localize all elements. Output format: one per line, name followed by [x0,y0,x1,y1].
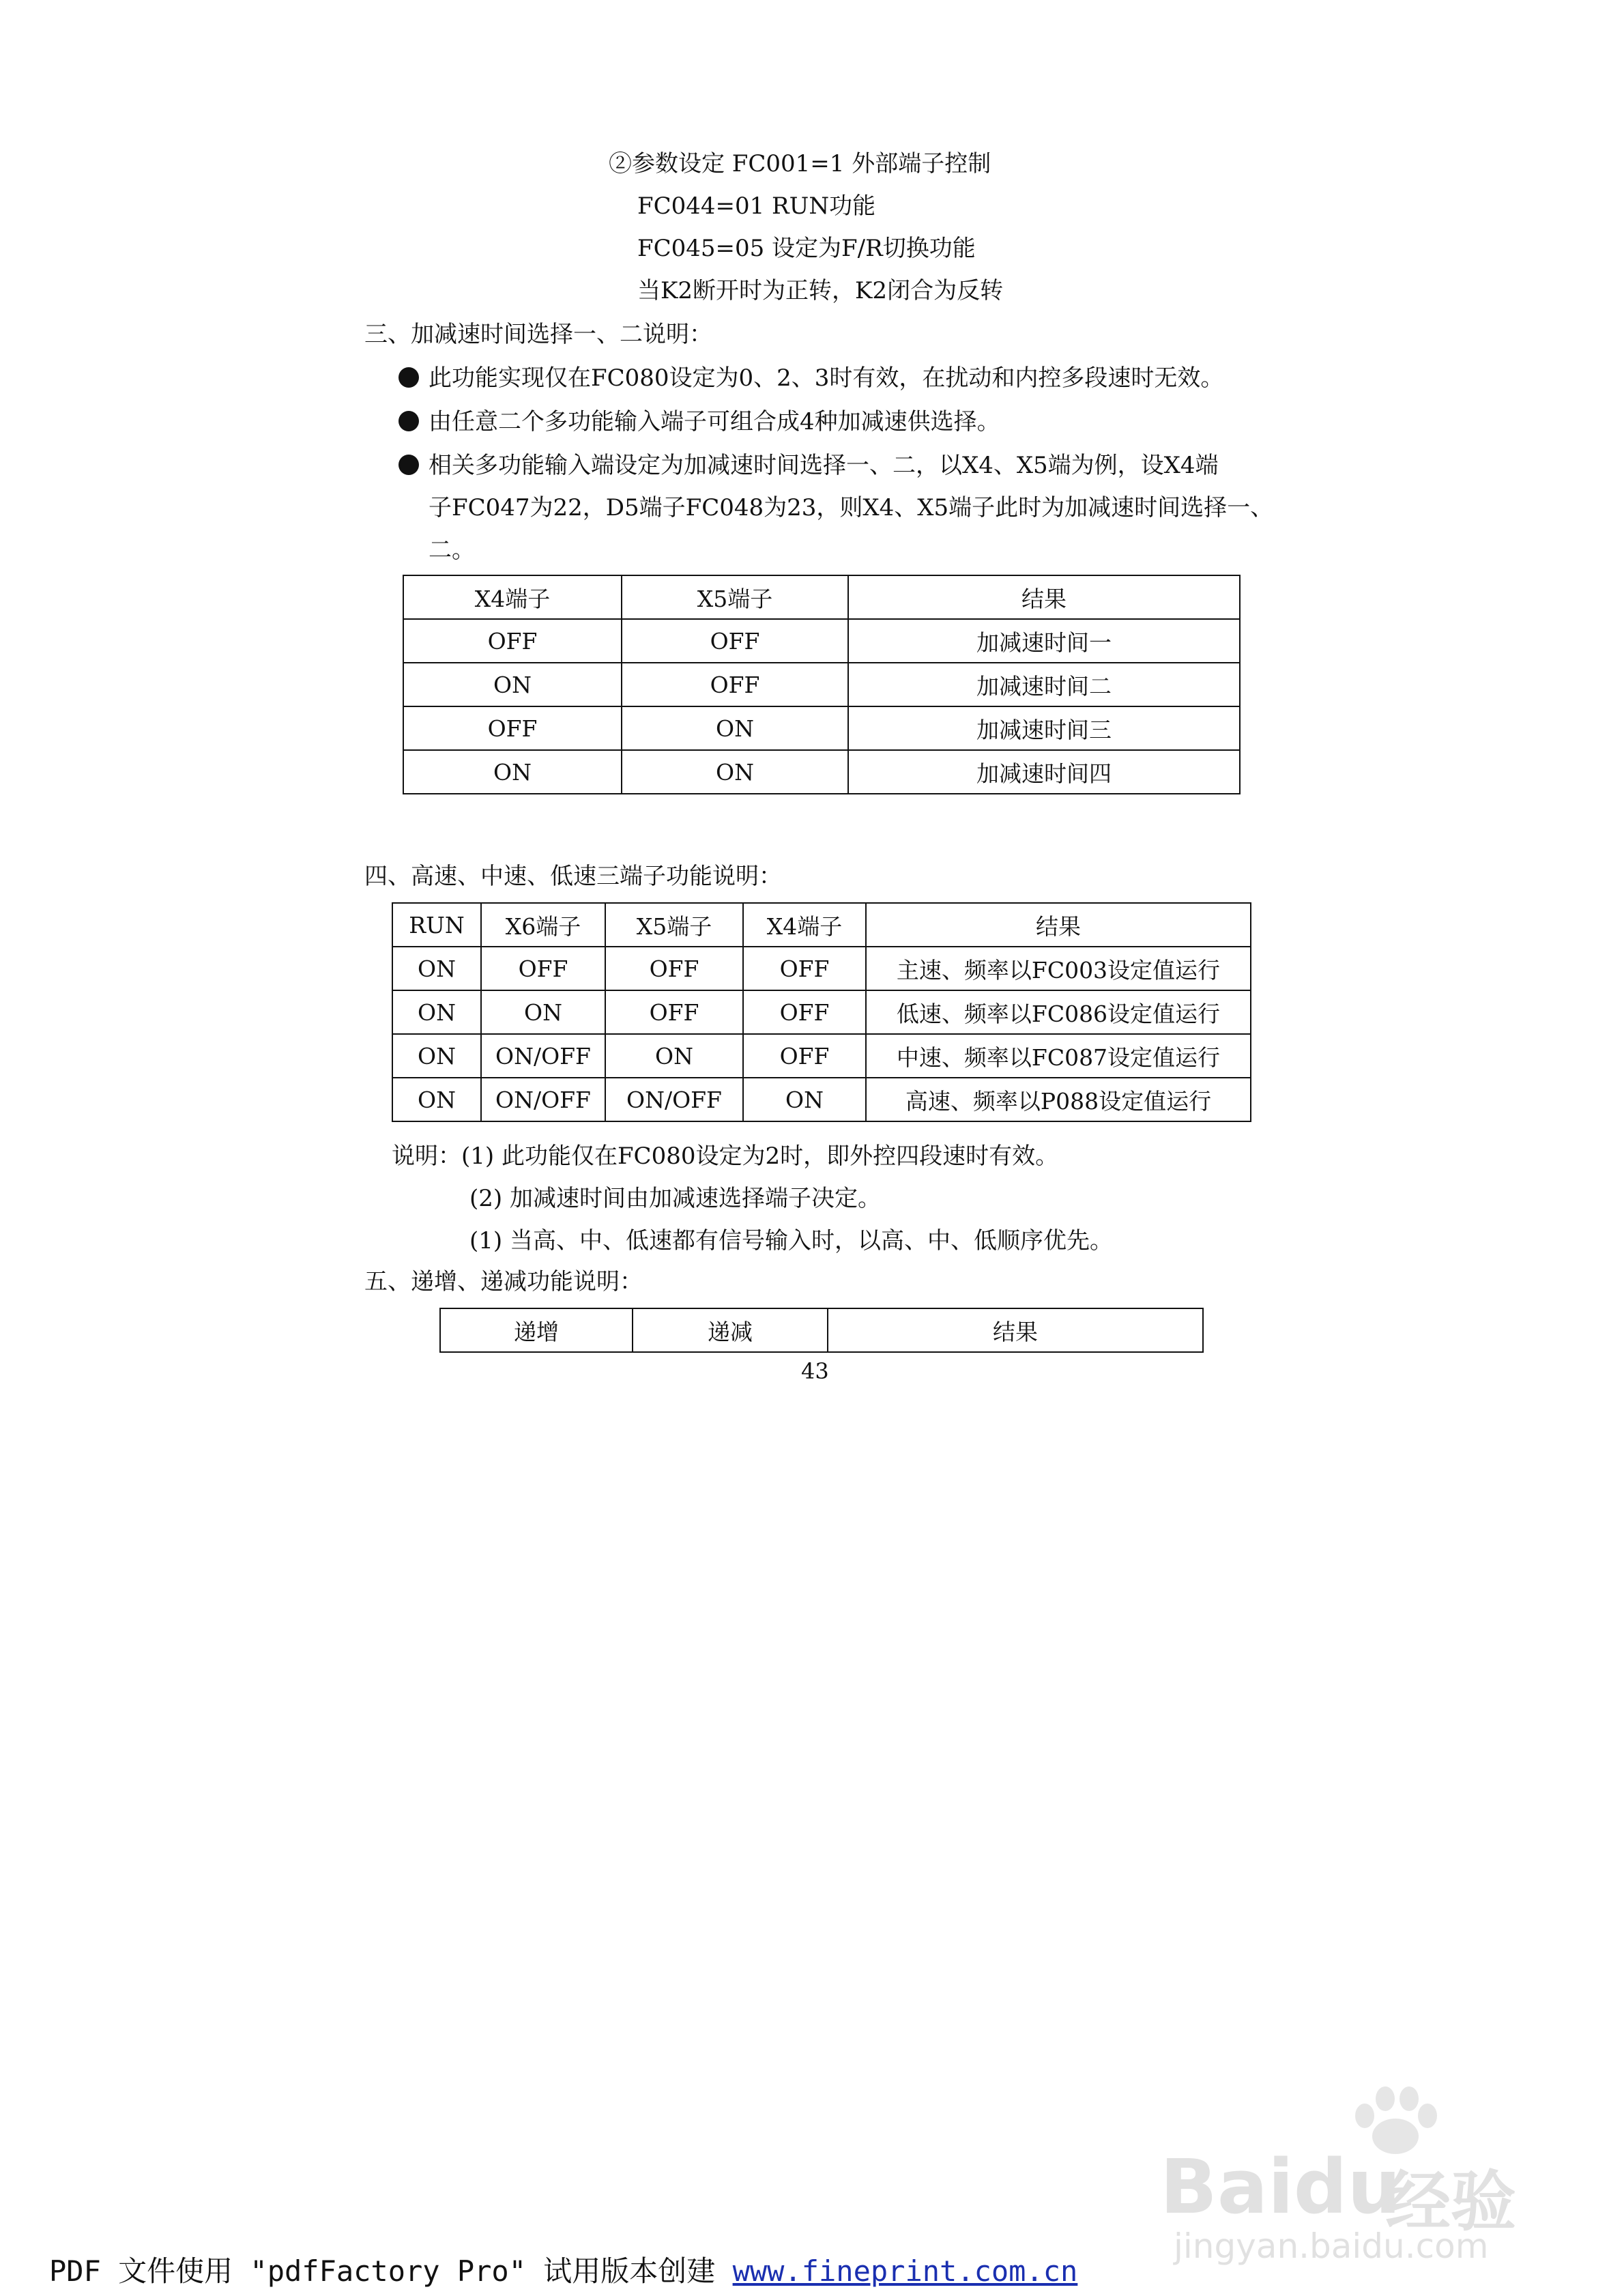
bullet-continuation: 二。 [429,536,475,564]
bullet-item [398,363,1223,393]
note-line: (1) 当高、中、低速都有信号输入时，以高、中、低顺序优先。 [469,1227,1113,1254]
table-cell: OFF [605,947,743,990]
footer-text: PDF 文件使用 "pdfFactory Pro" 试用版本创建 [49,2254,733,2288]
bullet-icon [398,455,419,475]
table-header-row [403,575,1240,619]
bullet-icon [398,367,419,388]
table-header-cell: 递增 [440,1308,633,1352]
table-cell: OFF [403,706,622,750]
table-cell: ON [403,750,622,794]
accel-decel-table [403,575,1241,794]
bullet-text: 此功能实现仅在FC080设定为0、2、3时有效，在扰动和内控多段速时无效。 [429,364,1224,392]
table-cell: OFF [403,619,622,663]
table-header-row [392,903,1251,947]
watermark-product: 经验 [1385,2164,1516,2240]
watermark-url: jingyan.baidu.com [1174,2226,1489,2266]
table-cell: ON [622,706,848,750]
table-row [392,1034,1251,1078]
table-header-cell: X5端子 [622,575,848,619]
bullet-continuation: 子FC047为22，D5端子FC048为23，则X4、X5端子此时为加减速时间选择一、 [429,494,1274,521]
table-cell: ON [392,990,481,1034]
table-cell: OFF [622,619,848,663]
param-line-4: 当K2断开时为正转，K2闭合为反转 [637,277,1004,304]
table-cell: OFF [743,1034,866,1078]
bullet-text: 由任意二个多功能输入端子可组合成4种加减速供选择。 [429,408,1000,435]
bullet-text: 相关多功能输入端设定为加减速时间选择一、二，以X4、X5端为例，设X4端 [429,452,1219,479]
table-cell: OFF [481,947,605,990]
table-header-cell: 递减 [633,1308,828,1352]
footer-link[interactable]: www.fineprint.com.cn [732,2254,1078,2288]
table-cell: OFF [605,990,743,1034]
table-header-cell: 结果 [848,575,1240,619]
note-line: 说明：(1) 此功能仅在FC080设定为2时，即外控四段速时有效。 [392,1143,1059,1170]
table-header-row [440,1308,1203,1352]
table-cell: ON [392,947,481,990]
watermark-brand: Baidu [1160,2143,1401,2230]
param-line-3: FC045=05 设定为F/R切换功能 [637,235,976,262]
table-header-cell: RUN [392,903,481,947]
table-cell: ON [743,1078,866,1121]
param-line-2: FC044=01 RUN功能 [637,192,876,220]
table-cell: ON [605,1034,743,1078]
increment-decrement-table [439,1308,1204,1353]
page-number: 43 [801,1358,829,1384]
table-cell: ON [392,1078,481,1121]
table-cell: ON [392,1034,481,1078]
pdf-footer [49,2249,1077,2290]
table-header-cell: X4端子 [403,575,622,619]
table-row [392,990,1251,1034]
table-cell: ON [481,990,605,1034]
table-row [403,750,1240,794]
bullet-icon [398,411,419,431]
table-cell: OFF [743,947,866,990]
bullet-item [398,407,1000,437]
table-header-cell: 结果 [828,1308,1203,1352]
table-cell: 加减速时间一 [848,619,1240,663]
table-cell: ON [622,750,848,794]
table-cell: 高速、频率以P088设定值运行 [866,1078,1251,1121]
table-cell: 低速、频率以FC086设定值运行 [866,990,1251,1034]
table-row [392,1078,1251,1121]
section4-heading: 四、高速、中速、低速三端子功能说明： [364,863,782,890]
bullet-item [398,450,1219,480]
table-row [392,947,1251,990]
table-cell: 加减速时间四 [848,750,1240,794]
table-cell: ON/OFF [605,1078,743,1121]
table-cell: 加减速时间三 [848,706,1240,750]
table-cell: 中速、频率以FC087设定值运行 [866,1034,1251,1078]
table-row [403,706,1240,750]
speed-terminal-table [392,902,1251,1122]
table-cell: 加减速时间二 [848,663,1240,706]
table-header-cell: X4端子 [743,903,866,947]
table-row [403,663,1240,706]
note-line: (2) 加减速时间由加减速选择端子决定。 [469,1185,881,1212]
section5-heading: 五、递增、递减功能说明： [364,1268,643,1295]
table-header-cell: X5端子 [605,903,743,947]
table-cell: ON [403,663,622,706]
baidu-jingyan-watermark [1160,2082,1542,2266]
table-cell: ON/OFF [481,1078,605,1121]
table-cell: OFF [743,990,866,1034]
section3-heading: 三、加减速时间选择一、二说明： [364,321,712,348]
table-cell: 主速、频率以FC003设定值运行 [866,947,1251,990]
table-header-cell: 结果 [866,903,1251,947]
table-header-cell: X6端子 [481,903,605,947]
table-cell: OFF [622,663,848,706]
table-row [403,619,1240,663]
param-line-1: ②参数设定 FC001=1 外部端子控制 [609,150,991,177]
table-cell: ON/OFF [481,1034,605,1078]
